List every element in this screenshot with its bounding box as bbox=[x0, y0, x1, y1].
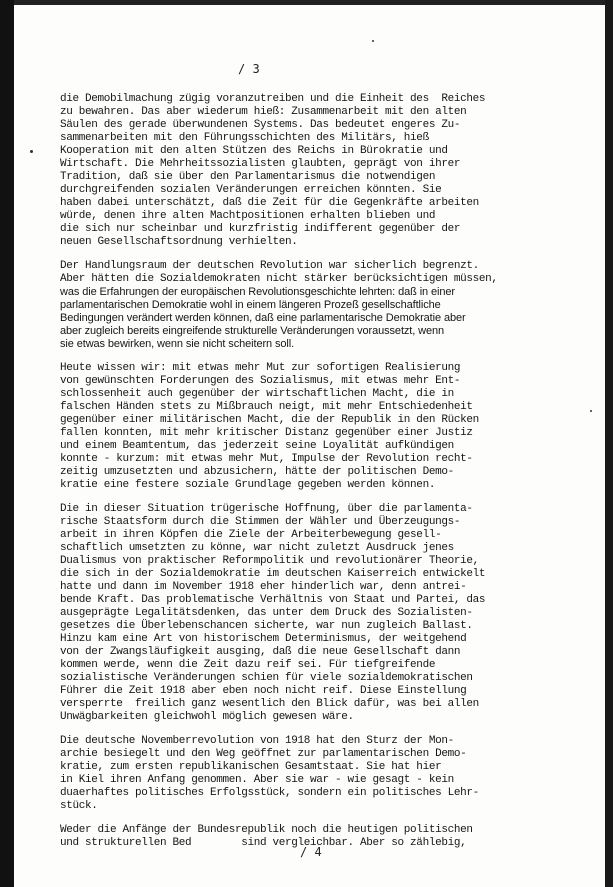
text-line: neuen Gesellschaftsordnung verhielten. bbox=[60, 236, 298, 248]
text-line: bende Kraft. Das problematische Verhältnis von Staat und Partei, das bbox=[60, 594, 486, 606]
paragraph bbox=[60, 93, 560, 249]
paragraph bbox=[60, 362, 560, 492]
text-line: sie etwas bewirken, wenn sie nicht scheitern soll. bbox=[60, 338, 295, 350]
text-line: schaftlich umsetzten zu könne, war nicht zuletzt Ausdruck jenes bbox=[60, 542, 454, 554]
text-line: Die in dieser Situation trügerische Hoffnung, über die parlamenta- bbox=[60, 503, 473, 515]
text-line: durchgreifenden sozialen Veränderungen erreichen könnten. Sie bbox=[60, 184, 442, 196]
text-line: rische Staatsform durch die Stimmen der Wähler und Überzeugungs- bbox=[60, 516, 461, 528]
text-line: Der Handlungsraum der deutschen Revolution war sicherlich begrenzt. bbox=[60, 260, 479, 272]
page-footer-number: / 4 bbox=[300, 845, 322, 859]
text-line: konnte - kurzum: mit etwas mehr Mut, Impulse der Revolution recht- bbox=[60, 453, 473, 465]
scan-edge-right bbox=[605, 0, 613, 887]
text-line: Heute wissen wir: mit etwas mehr Mut zur sofortigen Realisierung bbox=[60, 362, 461, 374]
text-line: Führer die Zeit 1918 aber eben noch nicht reif. Diese Einstellung bbox=[60, 685, 467, 697]
text-line: fallen konnten, mit mehr kritischer Distanz gegenüber einer Justiz bbox=[60, 427, 473, 439]
text-line: arbeit in ihren Köpfen die Ziele der Arbeiterbewegung gesell- bbox=[60, 529, 442, 541]
scan-speck bbox=[30, 150, 33, 153]
text-line: Säulen des gerade überwundenen Systems. Das bedeutet engeres Zu- bbox=[60, 119, 461, 131]
text-line: sammenarbeiten mit den Führungsschichten des Militärs, hieß bbox=[60, 132, 429, 144]
text-line: die Demobilmachung zügig voranzutreiben und die Einheit des Reiches bbox=[60, 93, 486, 105]
text-line: parlamentarischen Demokratie wohl in einem längeren Prozeß gesellschaftliche bbox=[60, 299, 441, 311]
text-line: Die deutsche Novemberrevolution von 1918 hat den Sturz der Mon- bbox=[60, 735, 454, 747]
text-line: versperrte freilich ganz wesentlich den Blick dafür, was bei allen bbox=[60, 698, 479, 710]
text-line: von gewünschten Forderungen des Sozialismus, mit etwas mehr Ent- bbox=[60, 375, 461, 387]
text-line: duaerhaftes politisches Erfolgsstück, sondern ein politisches Lehr- bbox=[60, 787, 479, 799]
text-line: würde, denen ihre alten Machtpositionen erhalten blieben und bbox=[60, 210, 436, 222]
paragraph-gap bbox=[60, 249, 560, 260]
text-line: Wirtschaft. Die Mehrheitssozialisten glaubten, geprägt von ihrer bbox=[60, 158, 461, 170]
text-line: Aber hätten die Sozialdemokraten nicht stärker berücksichtigen müssen, bbox=[60, 273, 498, 285]
text-line: kratie eine festere soziale Grundlage gegeben werden können. bbox=[60, 479, 436, 491]
paragraph-gap bbox=[60, 724, 560, 735]
scan-speck bbox=[590, 410, 592, 412]
text-line: stück. bbox=[60, 800, 98, 812]
text-line: Bedingungen verändert werden können, daß eine parlamentarische Demokratie aber bbox=[60, 312, 466, 324]
text-line: gesetzes die Überlebenschancen sicherte, war nun zugleich Ballast. bbox=[60, 620, 473, 632]
text-line: kommen werde, wenn die Zeit dazu reif sei. Für tiefgreifende bbox=[60, 659, 436, 671]
paragraph bbox=[60, 735, 560, 813]
text-line: hatte und dann im November 1918 eher hinderlich war, denn antrei- bbox=[60, 581, 467, 593]
body-text bbox=[60, 93, 560, 850]
text-line: gegenüber einer militärischen Macht, die der Republik in den Rücken bbox=[60, 414, 479, 426]
text-line: Hinzu kam eine Art von historischem Determinismus, der weitgehend bbox=[60, 633, 467, 645]
text-line: ausgeprägte Legalitätsdenken, das unter dem Druck des Sozialisten- bbox=[60, 607, 473, 619]
text-line: Weder die Anfänge der Bundesrepublik noch die heutigen politischen bbox=[60, 824, 473, 836]
paragraph-gap bbox=[60, 351, 560, 362]
text-line: in Kiel ihren Anfang genommen. Aber sie war - wie gesagt - kein bbox=[60, 774, 454, 786]
text-line: Dualismus von praktischer Reformpolitik und revolutionärer Theorie, bbox=[60, 555, 479, 567]
text-line: falschen Händen stets zu Mißbrauch neigt, mit mehr Entschiedenheit bbox=[60, 401, 473, 413]
text-line: aber zugleich bereits eingreifende strukturelle Veränderungen voraussetzt, wenn bbox=[60, 325, 445, 337]
paragraph-gap bbox=[60, 813, 560, 824]
text-line: was die Erfahrungen der europäischen Revolutionsgeschichte lehrten: daß in einer bbox=[60, 286, 455, 298]
scan-speck bbox=[372, 40, 374, 42]
text-line: zeitig umzusetzten und abzusichern, hätte der politischen Demo- bbox=[60, 466, 454, 478]
text-line: zu bewahren. Das aber wiederum hieß: Zusammenarbeit mit den alten bbox=[60, 106, 467, 118]
text-line: Unwägbarkeiten gleichwohl möglich gewesen wäre. bbox=[60, 711, 354, 723]
text-line: archie besiegelt und den Weg geöffnet zur parlamentarischen Demo- bbox=[60, 748, 467, 760]
text-line: und strukturellen Bed sind vergleichbar. Aber so zählebig, bbox=[60, 837, 467, 849]
text-line: haben dabei unterschätzt, daß die Zeit für die Gegenkräfte arbeiten bbox=[60, 197, 479, 209]
text-line: schlossenheit auch gegenüber der wirtschaftlichen Macht, die in bbox=[60, 388, 454, 400]
page-header-number: / 3 bbox=[238, 62, 260, 76]
text-line: und einem Beamtentum, das jederzeit seine Loyalität aufkündigen bbox=[60, 440, 454, 452]
text-line: die sich in der Sozialdemokratie im deutschen Kaiserreich entwickelt bbox=[60, 568, 486, 580]
text-line: von der Zwangsläufigkeit ausging, daß die neue Gesellschaft dann bbox=[60, 646, 461, 658]
scan-edge-left bbox=[0, 0, 14, 887]
paragraph bbox=[60, 503, 560, 724]
text-line: kratie, zum ersten republikanischen Gesamtstaat. Sie hat hier bbox=[60, 761, 442, 773]
paragraph-gap bbox=[60, 492, 560, 503]
text-line: Tradition, daß sie über den Parlamentarismus die notwendigen bbox=[60, 171, 436, 183]
scan-edge-top bbox=[0, 0, 613, 5]
text-line: die sich nur scheinbar und kurzfristig indifferent gegenüber der bbox=[60, 223, 461, 235]
paragraph bbox=[60, 260, 560, 351]
text-line: Kooperation mit den alten Stützen des Reichs in Bürokratie und bbox=[60, 145, 448, 157]
text-line: sozialistische Veränderungen schien für viele sozialdemokratischen bbox=[60, 672, 473, 684]
